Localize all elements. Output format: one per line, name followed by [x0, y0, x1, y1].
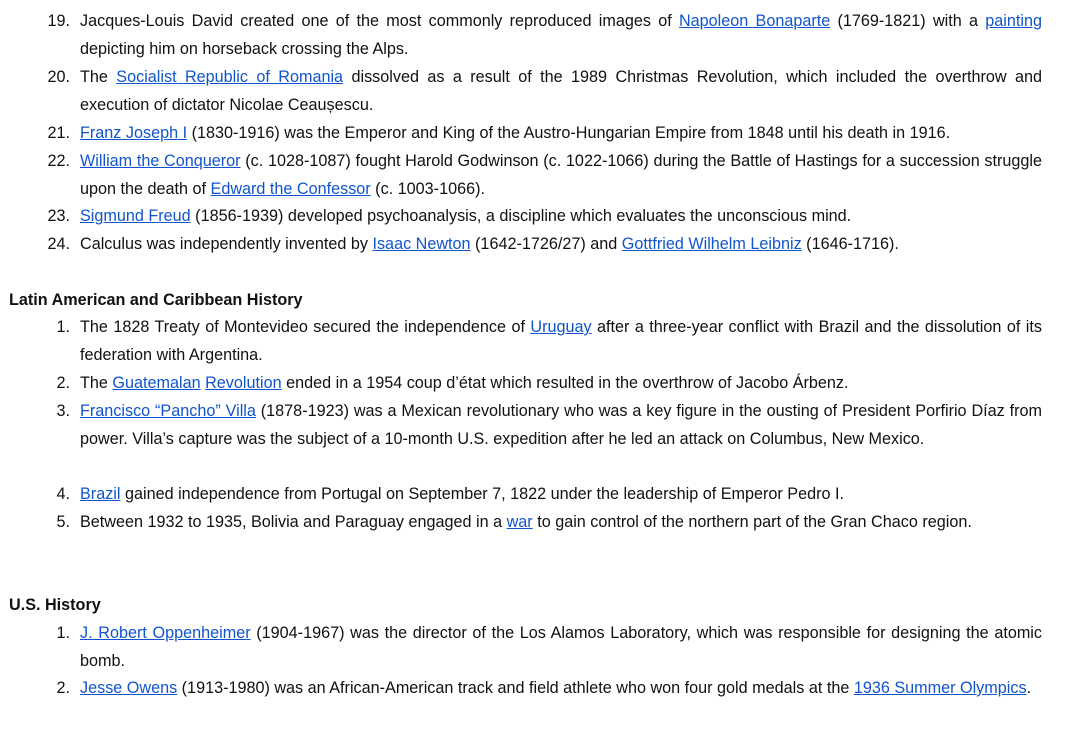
list-item: [47, 63, 1042, 119]
list-item: [47, 230, 1042, 258]
link-brazil[interactable]: Brazil: [80, 485, 121, 503]
item-text: [80, 679, 1031, 697]
item-number: 24.: [47, 235, 70, 253]
text-run: (1646-1716).: [801, 235, 899, 253]
link-j-robert-oppenheimer[interactable]: J. Robert Oppenheimer: [80, 624, 251, 642]
item-text: [80, 152, 1042, 198]
link-guatemalan[interactable]: Guatemalan: [112, 374, 201, 392]
list-item: [47, 7, 1042, 63]
item-number: 2.: [56, 679, 70, 697]
link-francisco-pancho-villa[interactable]: Francisco “Pancho” Villa: [80, 402, 256, 420]
item-text: [80, 513, 972, 531]
text-run: (1856-1939) developed psychoanalysis, a discipline which evaluates the unconscious mind.: [190, 207, 852, 225]
list-item: [56, 313, 1042, 369]
item-text: [80, 124, 950, 142]
link-edward-the-confessor[interactable]: Edward the Confessor: [210, 180, 371, 198]
text-run: (1769-1821) with a: [830, 12, 986, 30]
text-run: dissolved as a result of the 1989 Christmas Revolution, which included the overthrow and execution of dictator Nicolae Ceaușescu.: [80, 68, 1042, 114]
link-painting[interactable]: painting: [985, 12, 1042, 30]
item-number: 1.: [56, 624, 70, 642]
item-text: [80, 207, 851, 225]
text-run: Calculus was independently invented by: [80, 235, 373, 253]
text-run: after a three-year conflict with Brazil and the dissolution of its federation with Argentina.: [80, 318, 1042, 364]
link-revolution[interactable]: Revolution: [205, 374, 282, 392]
link-war[interactable]: war: [506, 513, 533, 531]
list-item: [47, 202, 1042, 230]
item-number: 19.: [47, 12, 70, 30]
item-text: [80, 485, 844, 503]
text-run: Jacques-Louis David created one of the most commonly reproduced images of: [80, 12, 679, 30]
text-run: The: [80, 68, 117, 86]
section-heading-us-history: U.S. History: [9, 596, 101, 614]
text-run: (1642-1726/27) and: [470, 235, 622, 253]
link-uruguay[interactable]: Uruguay: [530, 318, 592, 336]
text-run: Between 1932 to 1935, Bolivia and Paraguay engaged in a: [80, 513, 507, 531]
list-item: [56, 480, 1042, 508]
link-isaac-newton[interactable]: Isaac Newton: [372, 235, 471, 253]
item-number: 4.: [56, 485, 70, 503]
text-run: (1904-1967) was the director of the Los Alamos Laboratory, which was responsible for designing the atomic bomb.: [80, 624, 1042, 670]
text-run: The 1828 Treaty of Montevideo secured the independence of: [80, 318, 531, 336]
list-item: [47, 147, 1043, 203]
item-number: 3.: [56, 402, 70, 420]
item-text: [80, 374, 849, 392]
text-run: The: [80, 374, 113, 392]
link-william-the-conqueror[interactable]: William the Conqueror: [80, 152, 241, 170]
link-napoleon-bonaparte[interactable]: Napoleon Bonaparte: [678, 12, 831, 30]
list-item: [56, 397, 1042, 453]
item-text: [80, 235, 899, 253]
item-number: 1.: [56, 318, 70, 336]
item-text: [80, 624, 1042, 670]
item-number: 20.: [47, 68, 70, 86]
section-heading-latin-american: Latin American and Caribbean History: [9, 291, 303, 309]
link-1936-summer-olympics[interactable]: 1936 Summer Olympics: [853, 679, 1027, 697]
link-socialist-republic-of-romania[interactable]: Socialist Republic of Romania: [116, 68, 344, 86]
item-number: 23.: [47, 207, 70, 225]
text-run: (1878-1923) was a Mexican revolutionary who was a key figure in the ousting of President Porfirio Díaz from power. Villa’s capture was the subject of a 10-month U.S. expedition after he led an attack on Columbus, New Mexico.: [80, 402, 1042, 448]
list-item: [56, 508, 1042, 536]
text-run: to gain control of the northern part of the Gran Chaco region.: [532, 513, 972, 531]
item-text: [80, 12, 1042, 58]
list-item: [56, 619, 1042, 675]
item-text: [80, 318, 1042, 364]
list-item: [47, 119, 1042, 147]
link-gottfried-wilhelm-leibniz[interactable]: Gottfried Wilhelm Leibniz: [621, 235, 802, 253]
item-number: 21.: [47, 124, 70, 142]
item-text: [80, 402, 1042, 448]
item-text: [80, 68, 1042, 114]
text-run: (1830-1916) was the Emperor and King of the Austro-Hungarian Empire from 1848 until his death in 1916.: [187, 124, 951, 142]
text-run: ended in a 1954 coup d’état which resulted in the overthrow of Jacobo Árbenz.: [281, 374, 849, 392]
link-jesse-owens[interactable]: Jesse Owens: [80, 679, 178, 697]
item-number: 2.: [56, 374, 70, 392]
item-number: 22.: [47, 152, 70, 170]
text-run: depicting him on horseback crossing the Alps.: [80, 40, 409, 58]
item-number: 5.: [56, 513, 70, 531]
link-sigmund-freud[interactable]: Sigmund Freud: [80, 207, 191, 225]
link-franz-joseph-i[interactable]: Franz Joseph I: [80, 124, 188, 142]
text-run: gained independence from Portugal on September 7, 1822 under the leadership of Emperor Pedro I.: [120, 485, 844, 503]
text-run: .: [1026, 679, 1032, 697]
text-run: (c. 1028-1087) fought Harold Godwinson (c. 1022-1066) during the Battle of Hastings for a succession struggle upon the death of: [80, 152, 1043, 198]
list-item: [56, 369, 1042, 397]
list-item: [56, 674, 1042, 702]
text-run: (c. 1003-1066).: [370, 180, 485, 198]
text-run: (1913-1980) was an African-American track and field athlete who won four gold medals at the: [177, 679, 854, 697]
